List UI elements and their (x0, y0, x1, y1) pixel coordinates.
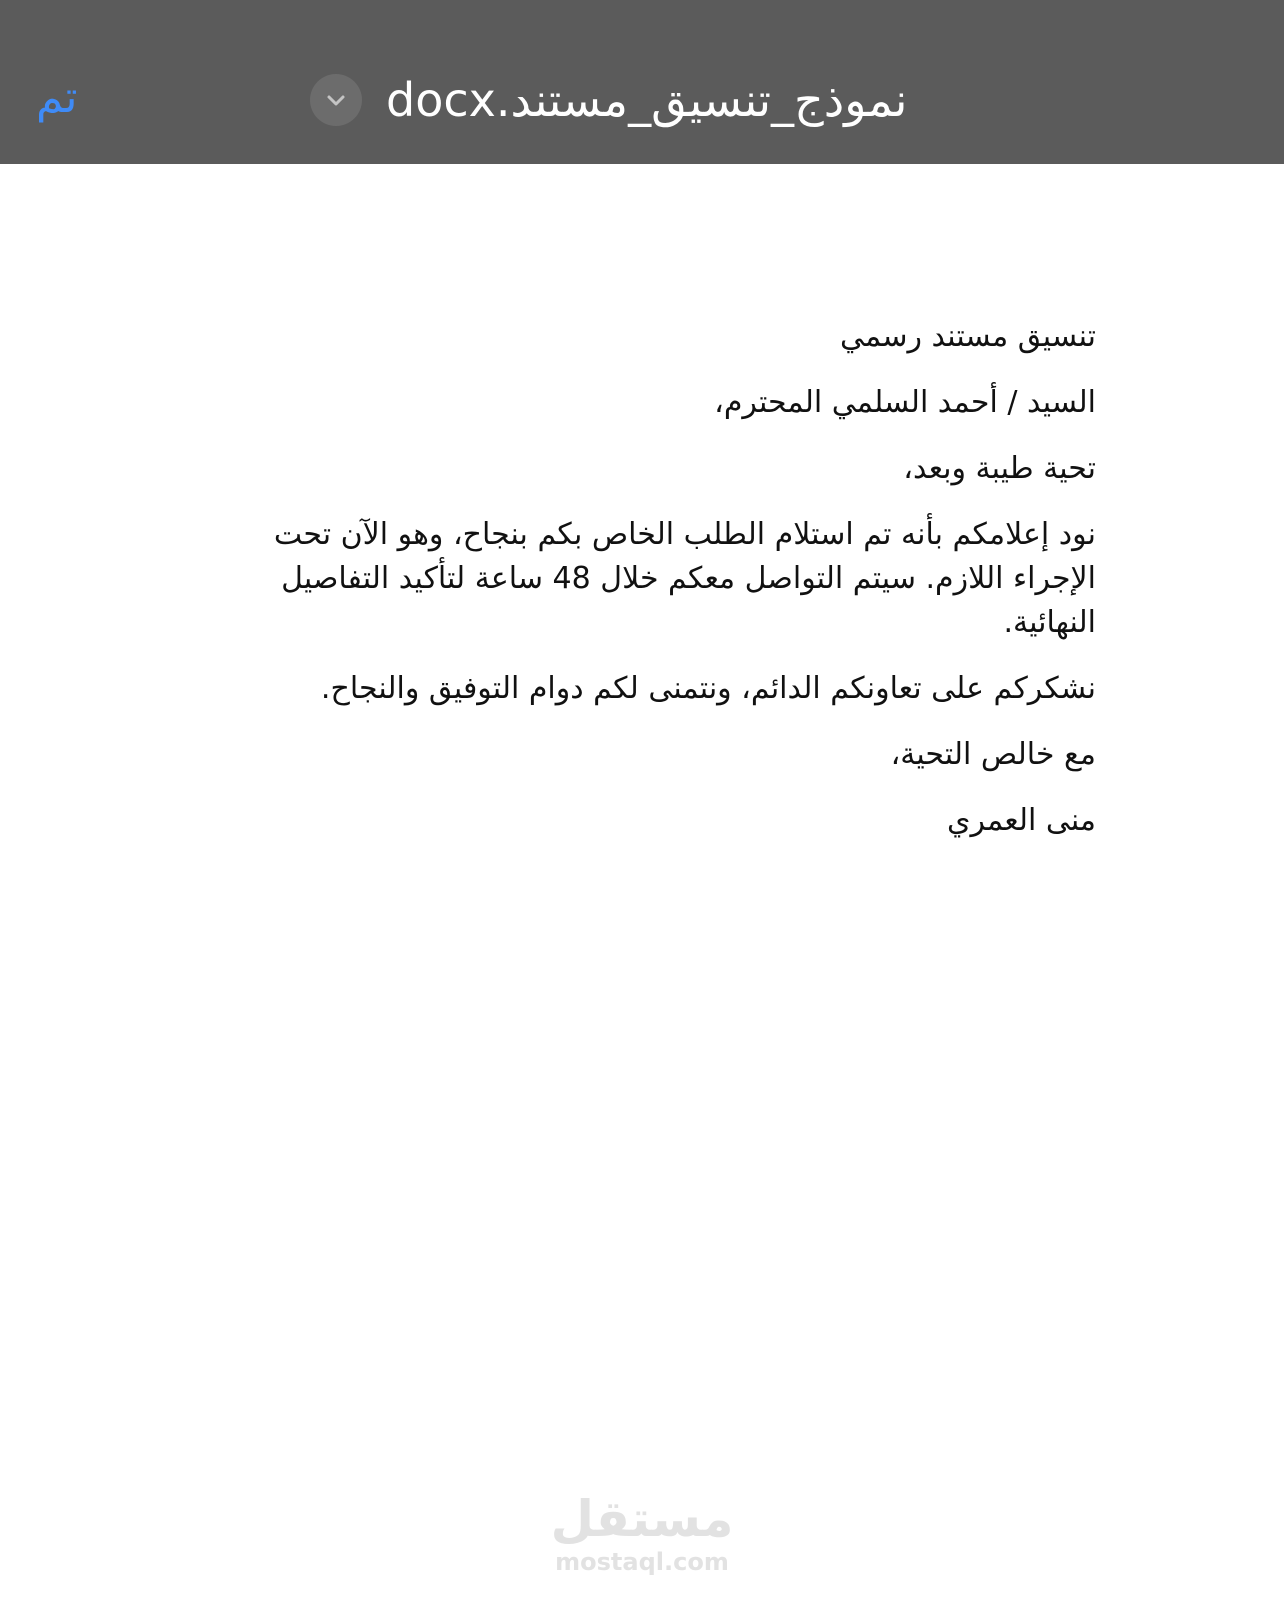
watermark (0, 1490, 1284, 1576)
greeting-line: تحية طيبة وبعد، (903, 451, 1096, 486)
done-button[interactable]: تم (36, 72, 78, 123)
watermark-url: mostaql.com (555, 1548, 729, 1576)
signature-name: منى العمري (947, 803, 1096, 838)
body-paragraph: نود إعلامكم بأنه تم استلام الطلب الخاص بكم بنجاح، وهو الآن تحت الإجراء اللازم. سيتم التواصل معكم خلال 48 ساعة لتأكيد التفاصيل النهائية. (273, 517, 1096, 640)
chevron-down-icon (324, 88, 348, 112)
recipient-line: السيد / أحمد السلمي المحترم، (714, 385, 1096, 420)
thanks-paragraph: نشكركم على تعاونكم الدائم، ونتمنى لكم دوام التوفيق والنجاح. (320, 671, 1096, 706)
watermark-logo-text: مستقل (550, 1490, 734, 1548)
document-body (218, 315, 1096, 865)
closing-line: مع خالص التحية، (890, 737, 1096, 772)
top-bar (0, 0, 1284, 164)
title-menu-button[interactable] (310, 74, 362, 126)
document-title[interactable]: نموذج_تنسيق_مستند.docx (386, 73, 908, 127)
title-area (310, 72, 907, 128)
document-heading: تنسيق مستند رسمي (840, 319, 1096, 354)
